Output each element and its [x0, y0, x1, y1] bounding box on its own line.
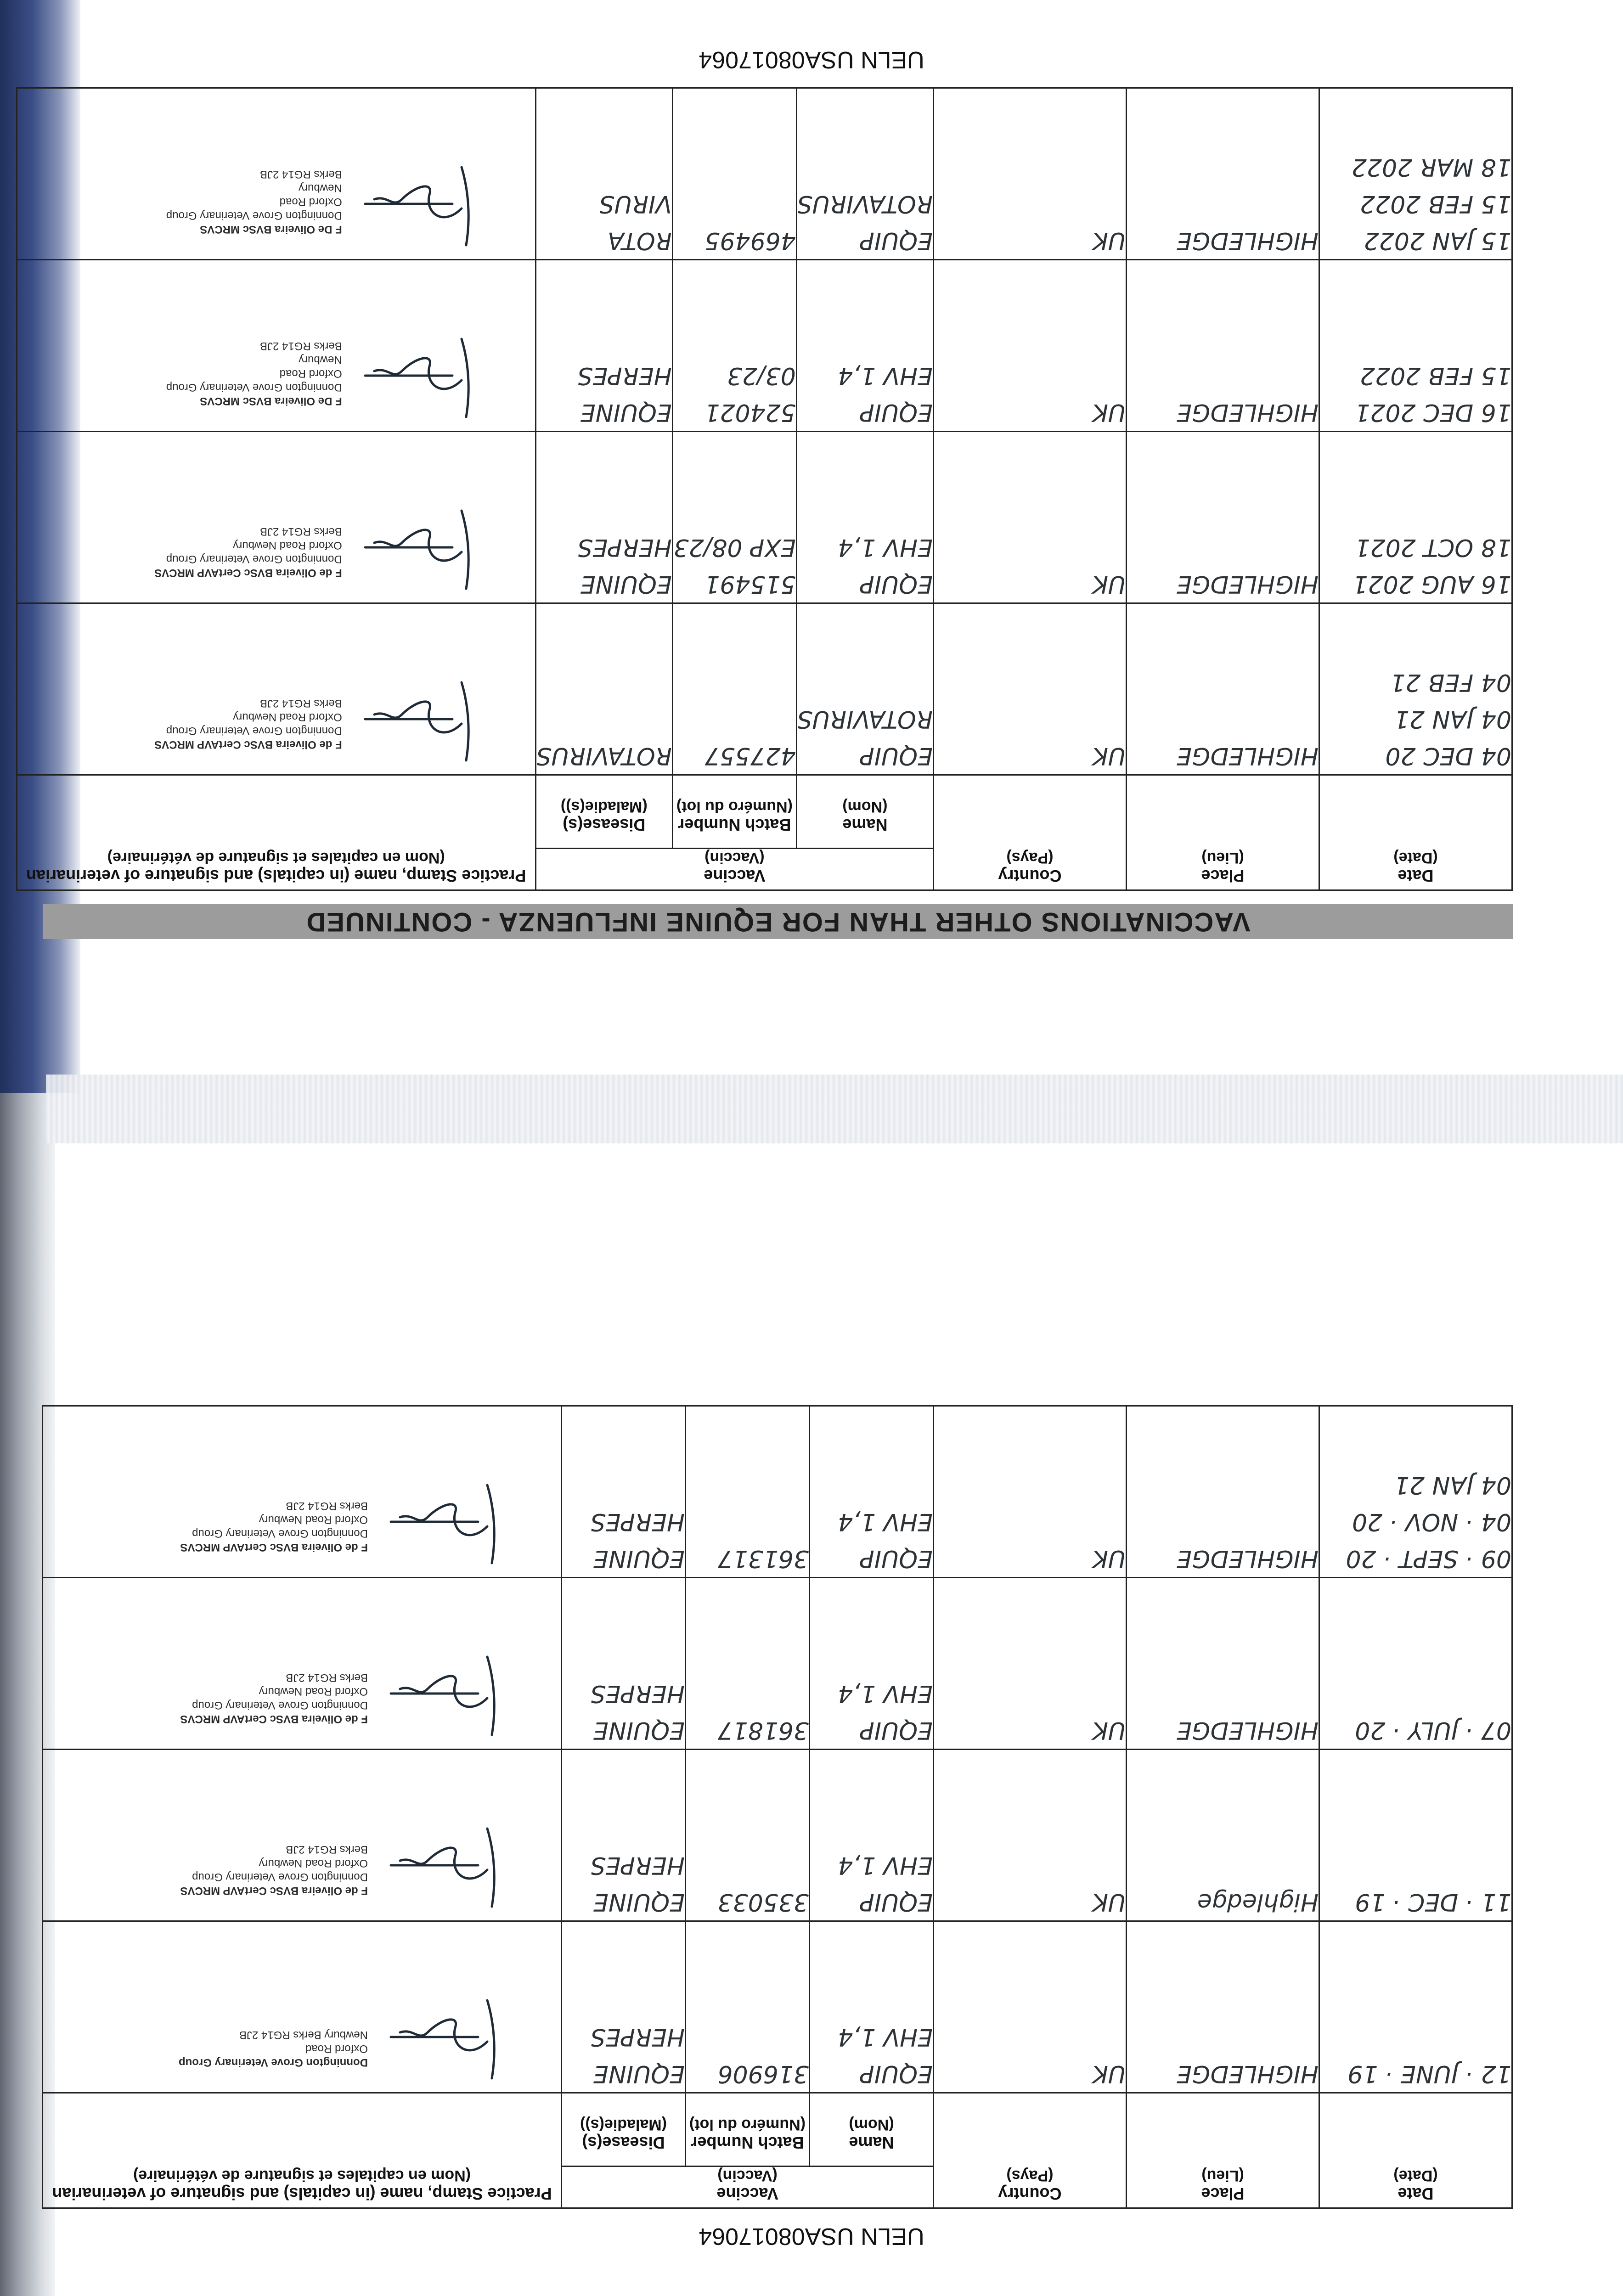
ueln-number: UELN USA08017064 [699, 46, 924, 73]
vaccine-name-cell [810, 1921, 934, 2093]
column-header-batch [686, 2093, 810, 2167]
column-header-vaccine [535, 849, 933, 890]
batch-number-cell-line: 524021 [704, 399, 796, 426]
place-cell [1127, 1921, 1319, 2093]
vaccine-name-cell [810, 1406, 934, 1578]
date-cell-line: 04 FEB 21 [1390, 669, 1511, 696]
batch-number-cell [672, 260, 796, 432]
passport-page-left [0, 1148, 1623, 2296]
stamp-line: F de Oliveira BVSc CertAVP MRCVS [180, 1885, 368, 1897]
country-cell [934, 1921, 1127, 2093]
vaccine-name-cell [796, 88, 933, 260]
date-cell-line: 04 DEC 20 [1385, 742, 1511, 770]
batch-number-cell-line: 515491 [704, 570, 796, 598]
column-header-sublabel: (Nom) [849, 2116, 894, 2133]
date-cell-line: 15 JAN 2022 [1364, 227, 1511, 254]
vet-stamp-cell [17, 88, 535, 260]
column-header-date [1319, 2093, 1512, 2208]
batch-number-cell [686, 1921, 810, 2093]
batch-number-cell [686, 1406, 810, 1578]
batch-number-cell-line: 361317 [717, 1545, 809, 1572]
vaccine-name-cell-line: EHV 1,4 [838, 1851, 933, 1879]
vet-signature-icon [361, 334, 480, 426]
vaccine-name-cell-line: EHV 1,4 [838, 1680, 933, 1707]
stamp-line: F de Oliveira BVSc CertAVP MRCVS [180, 1541, 368, 1553]
vaccine-name-cell [796, 260, 933, 432]
date-cell-line: 04 JAN 21 [1394, 705, 1511, 733]
column-header-label: Date [1398, 867, 1434, 885]
column-header-label: Place [1201, 867, 1245, 885]
stamp-line: Newbury [299, 182, 342, 194]
column-header-label: Vaccine [704, 867, 766, 885]
column-header-label: Batch Number [691, 2133, 804, 2152]
column-header-sublabel: (Date) [1393, 849, 1438, 867]
column-header-sublabel: (Date) [1393, 2167, 1438, 2184]
country-cell-value: UK [1092, 227, 1126, 254]
date-cell-line: 18 MAR 2022 [1351, 153, 1511, 181]
stamp-line: F De Oliveira BVSc MRCVS [200, 395, 342, 407]
place-cell [1127, 1750, 1319, 1921]
column-header-date [1319, 775, 1512, 890]
column-header-place [1127, 2093, 1319, 2208]
stamp-line: Oxford Road [305, 2043, 368, 2055]
column-header-diseases [535, 775, 672, 849]
stamp-line: Oxford Road Newbury [259, 1514, 368, 1526]
vet-stamp-cell [43, 1921, 562, 2093]
stamp-line: Berks RG14 2JB [286, 1500, 368, 1512]
stamp-line: Oxford Road Newbury [233, 711, 342, 723]
column-header-label: Country [998, 2184, 1062, 2203]
date-cell-line: 18 OCT 2021 [1355, 534, 1511, 561]
column-header-sublabel: (Pays) [1006, 849, 1054, 867]
place-cell-value: Highledge [1197, 1888, 1319, 1916]
country-cell-value: UK [1092, 399, 1126, 426]
stamp-line: Oxford Road [279, 196, 342, 208]
diseases-cell-line: HERPES [577, 362, 672, 389]
vet-stamp-cell [17, 260, 535, 432]
country-cell-value: UK [1092, 2060, 1126, 2088]
place-cell [1127, 260, 1319, 432]
country-cell [934, 432, 1127, 603]
column-header-label: Date [1398, 2184, 1434, 2203]
vet-signature-icon [361, 506, 480, 598]
country-cell-value: UK [1092, 1545, 1126, 1572]
date-cell-line: 09 · SEPT · 20 [1346, 1545, 1511, 1572]
date-cell [1319, 603, 1512, 775]
place-cell-value: HIGHLEDGE [1177, 742, 1319, 770]
place-cell-value: HIGHLEDGE [1177, 2060, 1319, 2088]
date-cell-line: 04 · NOV · 20 [1352, 1508, 1511, 1536]
column-header-sublabel: (Lieu) [1201, 849, 1244, 867]
stamp-line: Donnington Grove Veterinary Group [192, 1871, 368, 1883]
vet-stamp-cell [43, 1578, 562, 1750]
column-header-stamp [17, 775, 535, 890]
diseases-cell-line: ROTA [608, 227, 672, 254]
vaccine-name-cell-line: EHV 1,4 [838, 534, 933, 561]
column-header-name [810, 2093, 934, 2167]
date-cell [1319, 432, 1512, 603]
date-cell-line: 12 · JUNE · 19 [1347, 2060, 1511, 2088]
table-row [17, 603, 1512, 775]
batch-number-cell-line: 03/23 [727, 362, 796, 389]
diseases-cell-line: ROTAVIRUS [536, 742, 672, 770]
date-cell-line: 16 AUG 2021 [1352, 570, 1511, 598]
ueln-number: UELN USA08017064 [699, 2223, 924, 2250]
date-cell-line: 11 · DEC · 19 [1355, 1888, 1511, 1916]
date-cell [1319, 260, 1512, 432]
batch-number-cell-line: 427557 [704, 742, 796, 770]
batch-number-cell-line: 469495 [704, 227, 796, 254]
batch-number-cell-line: 316906 [717, 2060, 809, 2088]
country-cell-value: UK [1092, 1888, 1126, 1916]
country-cell [934, 88, 1127, 260]
stamp-line: Donnington Grove Veterinary Group [166, 725, 342, 737]
column-header-label: Place [1201, 2184, 1245, 2203]
date-cell-line: 04 JAN 21 [1394, 1471, 1511, 1499]
place-cell-value: HIGHLEDGE [1177, 227, 1319, 254]
table-row [43, 1406, 1512, 1578]
vaccine-name-cell-line: ROTAVIRUS [797, 705, 933, 733]
place-cell [1127, 1578, 1319, 1750]
vaccine-name-cell-line: EHV 1,4 [838, 2023, 933, 2051]
vaccine-name-cell-line: EQUIP [860, 1888, 933, 1916]
date-cell [1319, 1578, 1512, 1750]
batch-number-cell [672, 88, 796, 260]
stamp-line: Berks RG14 2JB [286, 1843, 368, 1856]
stamp-line: Donnington Grove Veterinary Group [166, 209, 342, 222]
column-header-sublabel: (Pays) [1006, 2167, 1054, 2184]
stamp-line: Donnington Grove Veterinary Group [192, 1699, 368, 1711]
batch-number-cell-line: 335033 [717, 1888, 809, 1916]
vet-signature-icon [386, 1824, 506, 1916]
column-header-name [796, 775, 933, 849]
vet-stamp-cell [17, 603, 535, 775]
vet-signature-icon [361, 678, 480, 770]
column-header-sublabel: (Vaccin) [704, 849, 765, 867]
stamp-line: Oxford Road Newbury [259, 1685, 368, 1698]
stamp-line: Berks RG14 2JB [259, 525, 342, 538]
diseases-cell-line: EQUINE [593, 2060, 685, 2088]
column-header-country [934, 2093, 1127, 2208]
country-cell [934, 260, 1127, 432]
place-cell [1127, 432, 1319, 603]
diseases-cell-line: HERPES [590, 2023, 685, 2051]
diseases-cell [535, 432, 672, 603]
table-row [43, 1921, 1512, 2093]
column-header-diseases [562, 2093, 686, 2167]
place-cell-value: HIGHLEDGE [1177, 1716, 1319, 1744]
vaccination-table-left [42, 1405, 1513, 2209]
place-cell [1127, 1406, 1319, 1578]
date-cell [1319, 1921, 1512, 2093]
diseases-cell-line: HERPES [590, 1680, 685, 1707]
diseases-cell-line: EQUINE [580, 570, 672, 598]
diseases-cell-line: HERPES [590, 1508, 685, 1536]
vaccine-name-cell-line: EQUIP [860, 742, 933, 770]
batch-number-cell [672, 603, 796, 775]
column-header-label: Batch Number [678, 816, 791, 834]
section-title: VACCINATIONS OTHER THAN FOR EQUINE INFLUENZA - CONTINUED [43, 904, 1513, 939]
vaccine-name-cell [796, 603, 933, 775]
diseases-cell [535, 603, 672, 775]
place-cell [1127, 603, 1319, 775]
column-header-label: Disease(s) [563, 816, 646, 834]
country-cell [934, 1578, 1127, 1750]
batch-number-cell-line: 361817 [717, 1716, 809, 1744]
stamp-line: Newbury Berks RG14 2JB [239, 2029, 368, 2041]
place-cell [1127, 88, 1319, 260]
date-cell [1319, 88, 1512, 260]
diseases-cell-line: EQUINE [593, 1888, 685, 1916]
vet-signature-icon [386, 1652, 506, 1744]
vaccine-name-cell [796, 432, 933, 603]
vaccine-name-cell-line: EHV 1,4 [838, 362, 933, 389]
column-header-sublabel: (Nom en capitales et signature de vétérinaire) [133, 2167, 471, 2184]
vaccine-name-cell-line: EQUIP [860, 570, 933, 598]
stamp-line: Berks RG14 2JB [259, 340, 342, 352]
stamp-line: F de Oliveira BVSc CertAVP MRCVS [154, 738, 342, 751]
table-row [17, 88, 1512, 260]
diseases-cell [562, 1750, 686, 1921]
date-cell [1319, 1406, 1512, 1578]
stamp-line: Berks RG14 2JB [286, 1671, 368, 1684]
place-cell-value: HIGHLEDGE [1177, 399, 1319, 426]
stamp-line: Berks RG14 2JB [259, 697, 342, 709]
vet-stamp-cell [43, 1750, 562, 1921]
column-header-label: Practice Stamp, name (in capitals) and signature of veterinarian [26, 867, 526, 885]
place-cell-value: HIGHLEDGE [1177, 1545, 1319, 1572]
country-cell [934, 1750, 1127, 1921]
column-header-sublabel: (Numéro du lot) [689, 2116, 806, 2133]
diseases-cell [562, 1406, 686, 1578]
column-header-label: Vaccine [716, 2184, 778, 2203]
column-header-place [1127, 775, 1319, 890]
country-cell-value: UK [1092, 742, 1126, 770]
vaccine-name-cell-line: EQUIP [860, 1545, 933, 1572]
column-header-batch [672, 775, 796, 849]
diseases-cell-line: HERPES [590, 1851, 685, 1879]
column-header-label: Country [998, 867, 1062, 885]
vaccination-table-right [16, 87, 1513, 891]
table-row [17, 260, 1512, 432]
diseases-cell-line: HERPES [577, 534, 672, 561]
column-header-vaccine [562, 2167, 934, 2208]
stamp-line: Oxford Road [279, 367, 342, 380]
column-header-label: Disease(s) [582, 2133, 665, 2152]
diseases-cell [562, 1921, 686, 2093]
vaccine-name-cell-line: EHV 1,4 [838, 1508, 933, 1536]
column-header-sublabel: (Lieu) [1201, 2167, 1244, 2184]
vaccine-name-cell-line: EQUIP [860, 399, 933, 426]
stamp-line: Donnington Grove Veterinary Group [178, 2056, 368, 2069]
country-cell [934, 603, 1127, 775]
diseases-cell-line: EQUINE [593, 1545, 685, 1572]
vaccine-name-cell-line: ROTAVIRUS [797, 190, 933, 218]
vet-stamp-cell [43, 1406, 562, 1578]
column-header-label: Name [849, 2133, 894, 2152]
column-header-sublabel: (Nom en capitales et signature de vétérinaire) [107, 849, 445, 867]
column-header-sublabel: (Numéro du lot) [676, 798, 793, 816]
country-cell [934, 1406, 1127, 1578]
diseases-cell-line: EQUINE [580, 399, 672, 426]
table-row [43, 1750, 1512, 1921]
vaccine-name-cell [810, 1578, 934, 1750]
stamp-line: Berks RG14 2JB [259, 168, 342, 180]
date-cell-line: 15 FEB 2022 [1359, 190, 1511, 218]
date-cell-line: 15 FEB 2022 [1359, 362, 1511, 389]
batch-number-cell-line: EXP 08/23 [673, 534, 796, 561]
date-cell-line: 07 · JULY · 20 [1355, 1716, 1511, 1744]
date-cell-line: 16 DEC 2021 [1355, 399, 1511, 426]
column-header-sublabel: (Vaccin) [717, 2167, 778, 2184]
diseases-cell-line: EQUINE [593, 1716, 685, 1744]
table-row [43, 1578, 1512, 1750]
stamp-line: Donnington Grove Veterinary Group [192, 1527, 368, 1540]
column-header-label: Practice Stamp, name (in capitals) and signature of veterinarian [52, 2184, 552, 2203]
column-header-sublabel: (Maladie(s)) [580, 2116, 667, 2133]
date-cell [1319, 1750, 1512, 1921]
stamp-line: F de Oliveira BVSc CertAVP MRCVS [154, 567, 342, 579]
stamp-line: Donnington Grove Veterinary Group [166, 553, 342, 565]
vet-signature-icon [386, 1996, 506, 2088]
stamp-line: Donnington Grove Veterinary Group [166, 381, 342, 394]
place-cell-value: HIGHLEDGE [1177, 570, 1319, 598]
batch-number-cell [686, 1578, 810, 1750]
stamp-line: Newbury [299, 354, 342, 366]
country-cell-value: UK [1092, 1716, 1126, 1744]
vaccine-name-cell-line: EQUIP [860, 1716, 933, 1744]
country-cell-value: UK [1092, 570, 1126, 598]
diseases-cell [535, 88, 672, 260]
diseases-cell [562, 1578, 686, 1750]
vaccine-name-cell-line: EQUIP [860, 2060, 933, 2088]
column-header-sublabel: (Nom) [842, 798, 888, 816]
column-header-stamp [43, 2093, 562, 2208]
stamp-line: Oxford Road Newbury [259, 1857, 368, 1869]
vaccine-name-cell [810, 1750, 934, 1921]
stamp-line: F De Oliveira BVSc MRCVS [200, 223, 342, 236]
vet-stamp-cell [17, 432, 535, 603]
batch-number-cell [686, 1750, 810, 1921]
column-header-sublabel: (Maladie(s)) [560, 798, 648, 816]
column-header-label: Name [842, 816, 888, 834]
diseases-cell [535, 260, 672, 432]
vet-signature-icon [386, 1480, 506, 1572]
stamp-line: F de Oliveira BVSc CertAVP MRCVS [180, 1713, 368, 1725]
diseases-cell-line: VIRUS [599, 190, 672, 218]
column-header-country [934, 775, 1127, 890]
stamp-line: Oxford Road Newbury [233, 539, 342, 551]
table-row [17, 432, 1512, 603]
vet-signature-icon [361, 163, 480, 254]
vaccine-name-cell-line: EQUIP [860, 227, 933, 254]
batch-number-cell [672, 432, 796, 603]
